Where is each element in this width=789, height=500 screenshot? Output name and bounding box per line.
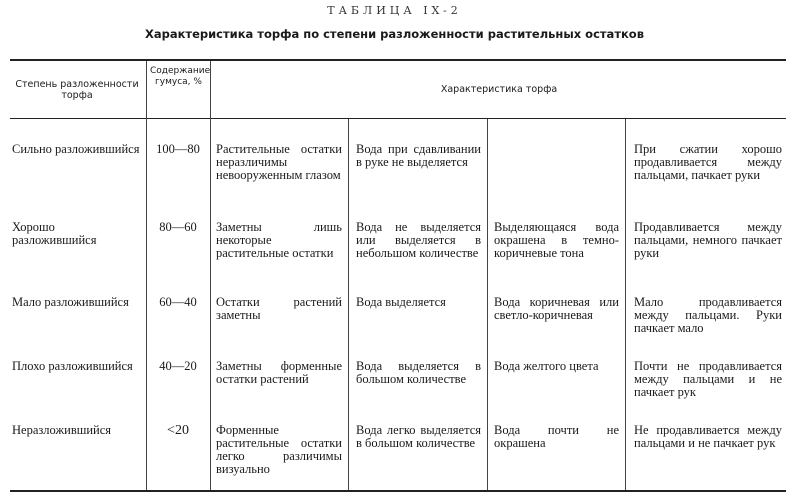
column-divider [487,119,488,490]
row1-char2: Вода при сдавливании в руке не выделяется [356,142,481,169]
row2-char1: Заметны лишь некоторые растительные остатки [216,220,342,260]
table-caption: ТАБЛИЦА IX-2 [327,4,462,17]
bottom-rule [10,490,786,492]
column-divider [146,61,147,490]
header-rule [10,118,786,119]
row4-char4: Почти не продавливается между пальцами и не пачкает рук [634,359,782,399]
row4-char1: Заметны форменные остатки растений [216,359,342,386]
row3-char4: Мало продавливается между пальцами. Руки пачкает мало [634,295,782,335]
row3-humus: 60—40 [159,295,197,309]
row5-degree: Неразложившийся [12,423,112,437]
row1-humus: 100—80 [156,142,200,156]
row4-char3: Вода желтого цвета [494,359,599,373]
row2-degree: Хорошо разложившийся [12,220,97,247]
row3-char3: Вода коричневая или светло-коричневая [494,295,619,322]
row4-degree: Плохо разложившийся [12,359,133,373]
row1-char1: Растительные остатки неразличимы невооруженным глазом [216,142,342,182]
row3-char2: Вода выделяется [356,295,446,309]
row5-char1: Форменные растительные остатки легко различимы визуально [216,423,342,476]
row5-char2: Вода легко выделяется в большом количестве [356,423,481,450]
row3-char1: Остатки растений заметны [216,295,342,322]
row4-humus: 40—20 [159,359,197,373]
row4-char2: Вода выделяется в большом количестве [356,359,481,386]
top-rule [10,59,786,61]
row1-degree: Сильно разложившийся [12,142,140,156]
header-characteristics: Характеристика торфа [440,84,558,95]
row3-degree: Мало разложившийся [12,295,129,309]
column-divider [625,119,626,490]
header-degree: Степень разложенности торфа [15,79,139,101]
row5-char4: Не продавливается между пальцами и не пачкает рук [634,423,782,450]
row2-char3: Выделяющаяся вода окрашена в темно-коричневые тона [494,220,619,260]
row5-humus: <20 [167,423,189,438]
row2-char4: Продавливается между пальцами, немного пачкает руки [634,220,782,260]
row5-char3: Вода почти не окрашена [494,423,619,450]
column-divider [348,119,349,490]
row2-char2: Вода не выделяется или выделяется в небольшом количестве [356,220,481,260]
column-divider [210,61,211,490]
table-title: Характеристика торфа по степени разложенности растительных остатков [145,27,644,41]
header-humus: Содержание гумуса, % [150,66,211,87]
row2-humus: 80—60 [159,220,197,234]
row1-char4: При сжатии хорошо продавливается между пальцами, пачкает руки [634,142,782,182]
